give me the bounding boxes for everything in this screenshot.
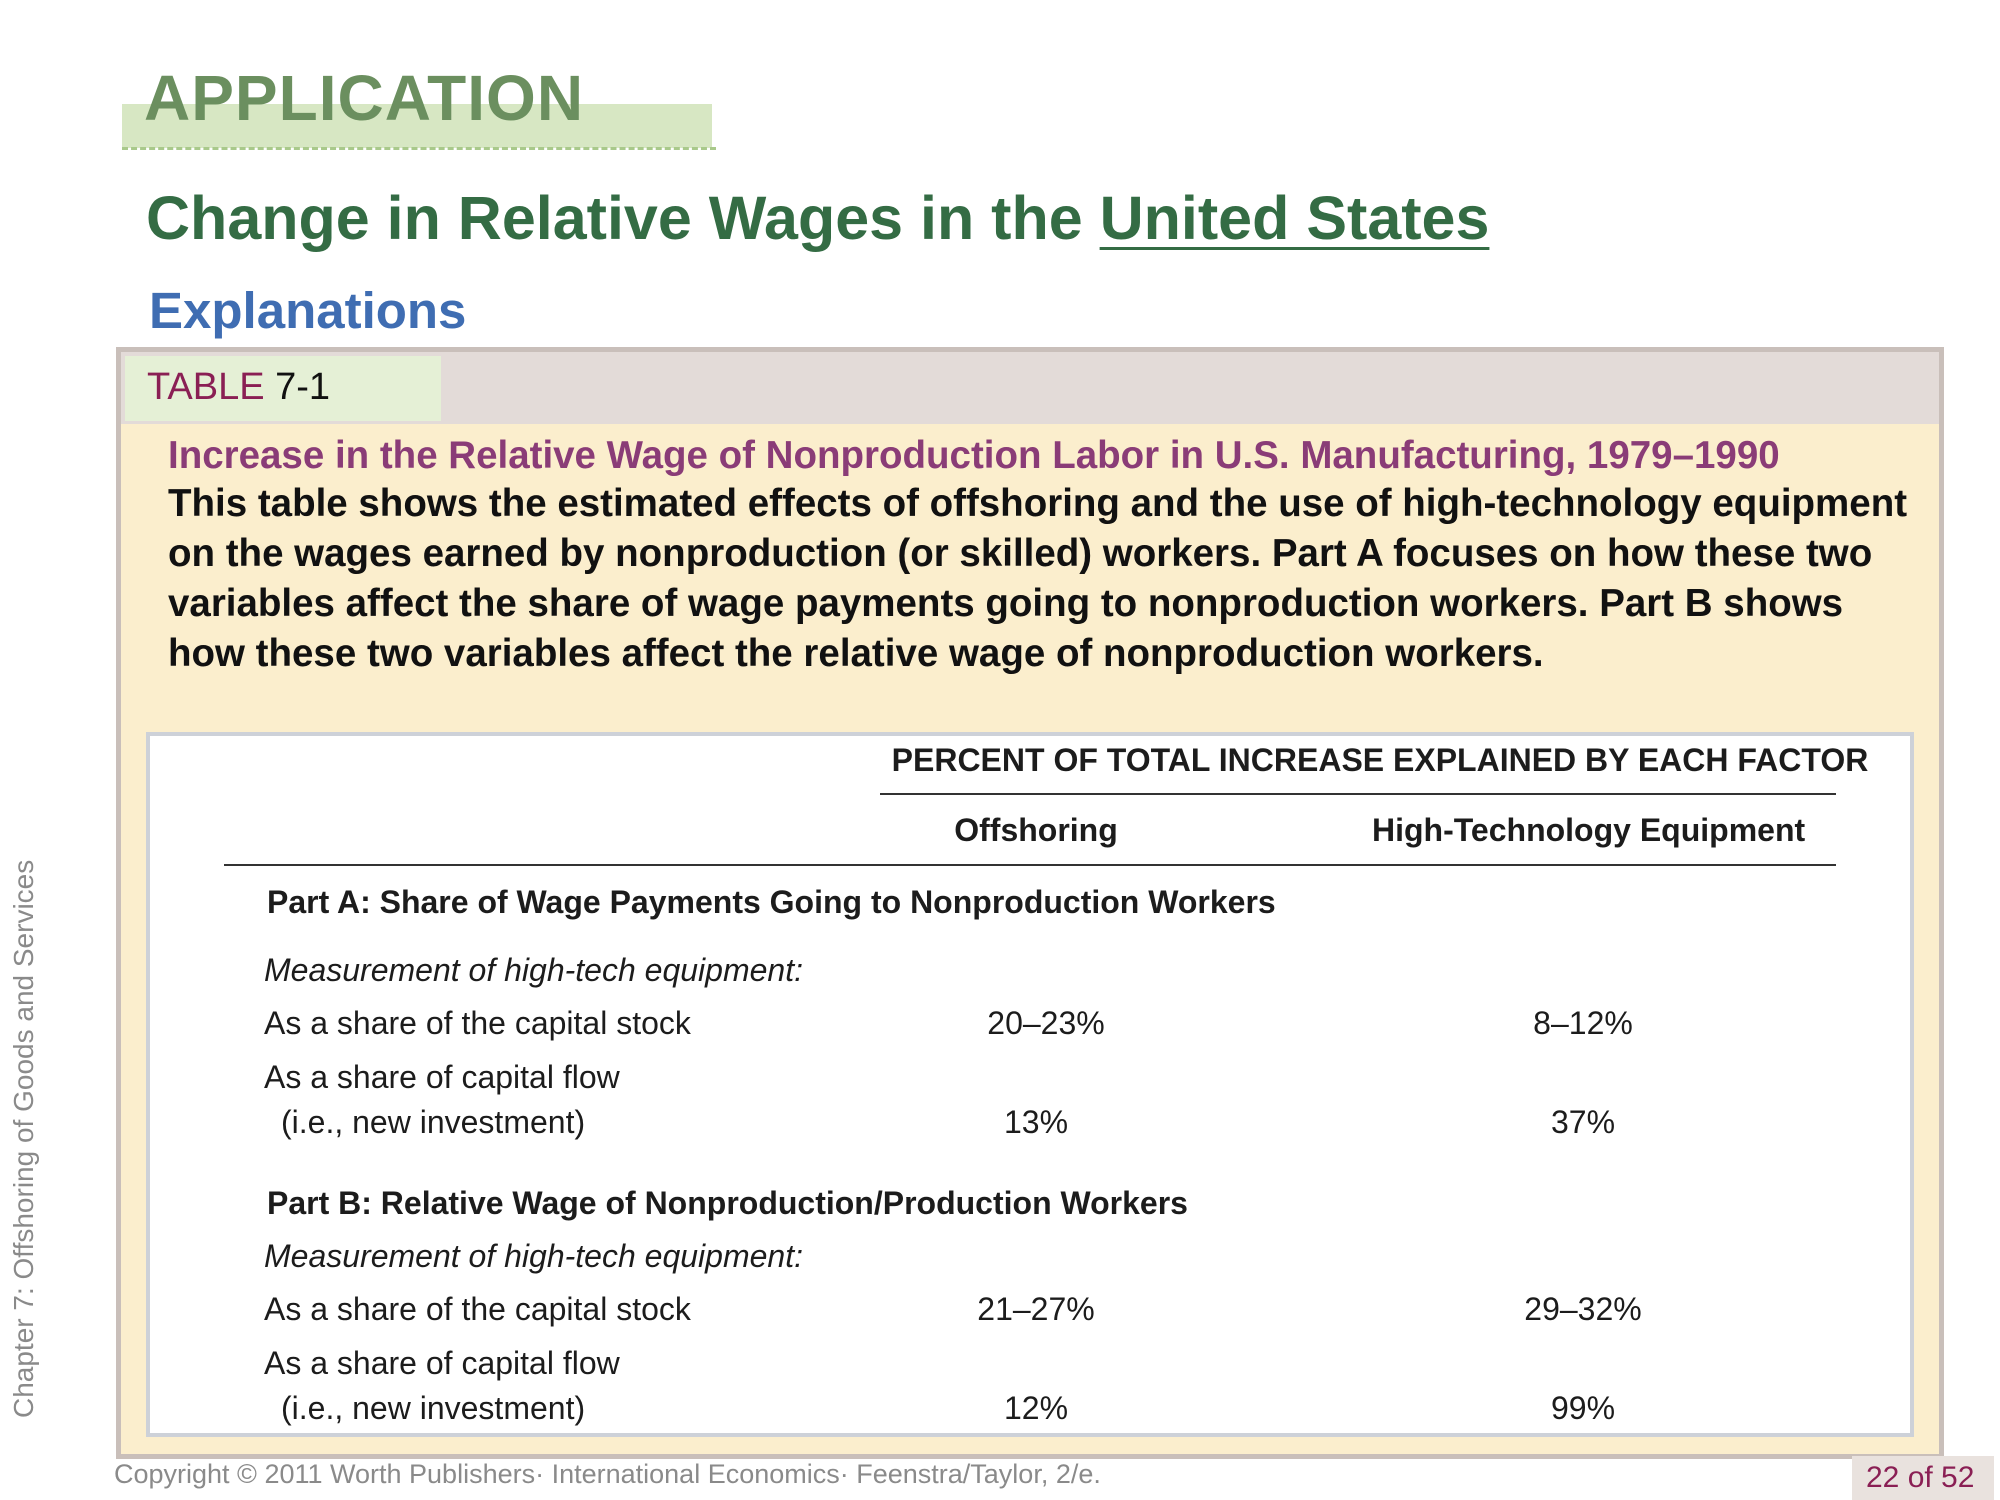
- row-label: As a share of capital flow: [264, 1345, 620, 1381]
- table-number: [147, 368, 330, 406]
- table-cell-offshoring: 21–27%: [977, 1291, 1095, 1327]
- slide-title-prefix: Change in Relative Wages in the: [146, 184, 1100, 252]
- header-rule: [224, 864, 1836, 866]
- measurement-label: Measurement of high-tech equipment:: [264, 952, 803, 988]
- copyright-text: Copyright © 2011 Worth Publishers· International Economics· Feenstra/Taylor, 2/e.: [114, 1459, 1101, 1489]
- row-label-continued: (i.e., new investment): [281, 1104, 586, 1140]
- row-label: As a share of capital flow: [264, 1059, 620, 1095]
- part-heading: Part A: Share of Wage Payments Going to Nonproduction Workers: [267, 884, 1276, 920]
- table-cell-offshoring: 20–23%: [987, 1005, 1105, 1041]
- table-cell-offshoring: 12%: [1003, 1390, 1069, 1426]
- table-tab-label: TABLE: [147, 366, 265, 408]
- row-label-continued: (i.e., new investment): [281, 1390, 586, 1426]
- table-cell-hightech: 99%: [1550, 1390, 1616, 1426]
- table-caption-title: Increase in the Relative Wage of Nonproduction Labor in U.S. Manufacturing, 1979–1990: [168, 434, 1780, 477]
- slide-title: [146, 184, 1490, 252]
- group-column-header: PERCENT OF TOTAL INCREASE EXPLAINED BY EACH FACTOR: [891, 742, 1869, 778]
- column-header-hightech: High-Technology Equipment: [1372, 812, 1806, 848]
- part-heading: Part B: Relative Wage of Nonproduction/Production Workers: [267, 1185, 1188, 1221]
- slide-subtitle: Explanations: [149, 282, 467, 339]
- measurement-label: Measurement of high-tech equipment:: [264, 1238, 803, 1274]
- slide-title-link[interactable]: United States: [1099, 184, 1490, 252]
- row-label: As a share of the capital stock: [264, 1005, 691, 1041]
- section-label: APPLICATION: [144, 62, 585, 134]
- section-label-underline: [122, 147, 716, 150]
- table-cell-offshoring: 13%: [1003, 1104, 1069, 1140]
- row-label: As a share of the capital stock: [264, 1291, 691, 1327]
- table-cell-hightech: 8–12%: [1533, 1005, 1633, 1041]
- table-caption-body: This table shows the estimated effects of offshoring and the use of high-technology equipment on the wages earned by nonproduction (or skilled) workers. Part A focuses on how these two variables affect the share of wage payments going to nonproduction workers. Part B shows how these two variables affect the relative wage of nonproduction workers.: [168, 482, 1908, 675]
- table-tab-number: 7-1: [275, 366, 331, 408]
- group-header-rule: [880, 793, 1836, 795]
- table-cell-hightech: 37%: [1550, 1104, 1616, 1140]
- chapter-label: Chapter 7: Offshoring of Goods and Services: [8, 859, 39, 1418]
- table-cell-hightech: 29–32%: [1524, 1291, 1642, 1327]
- page-indicator: 22 of 52: [1866, 1461, 1975, 1494]
- column-header-offshoring: Offshoring: [954, 812, 1118, 848]
